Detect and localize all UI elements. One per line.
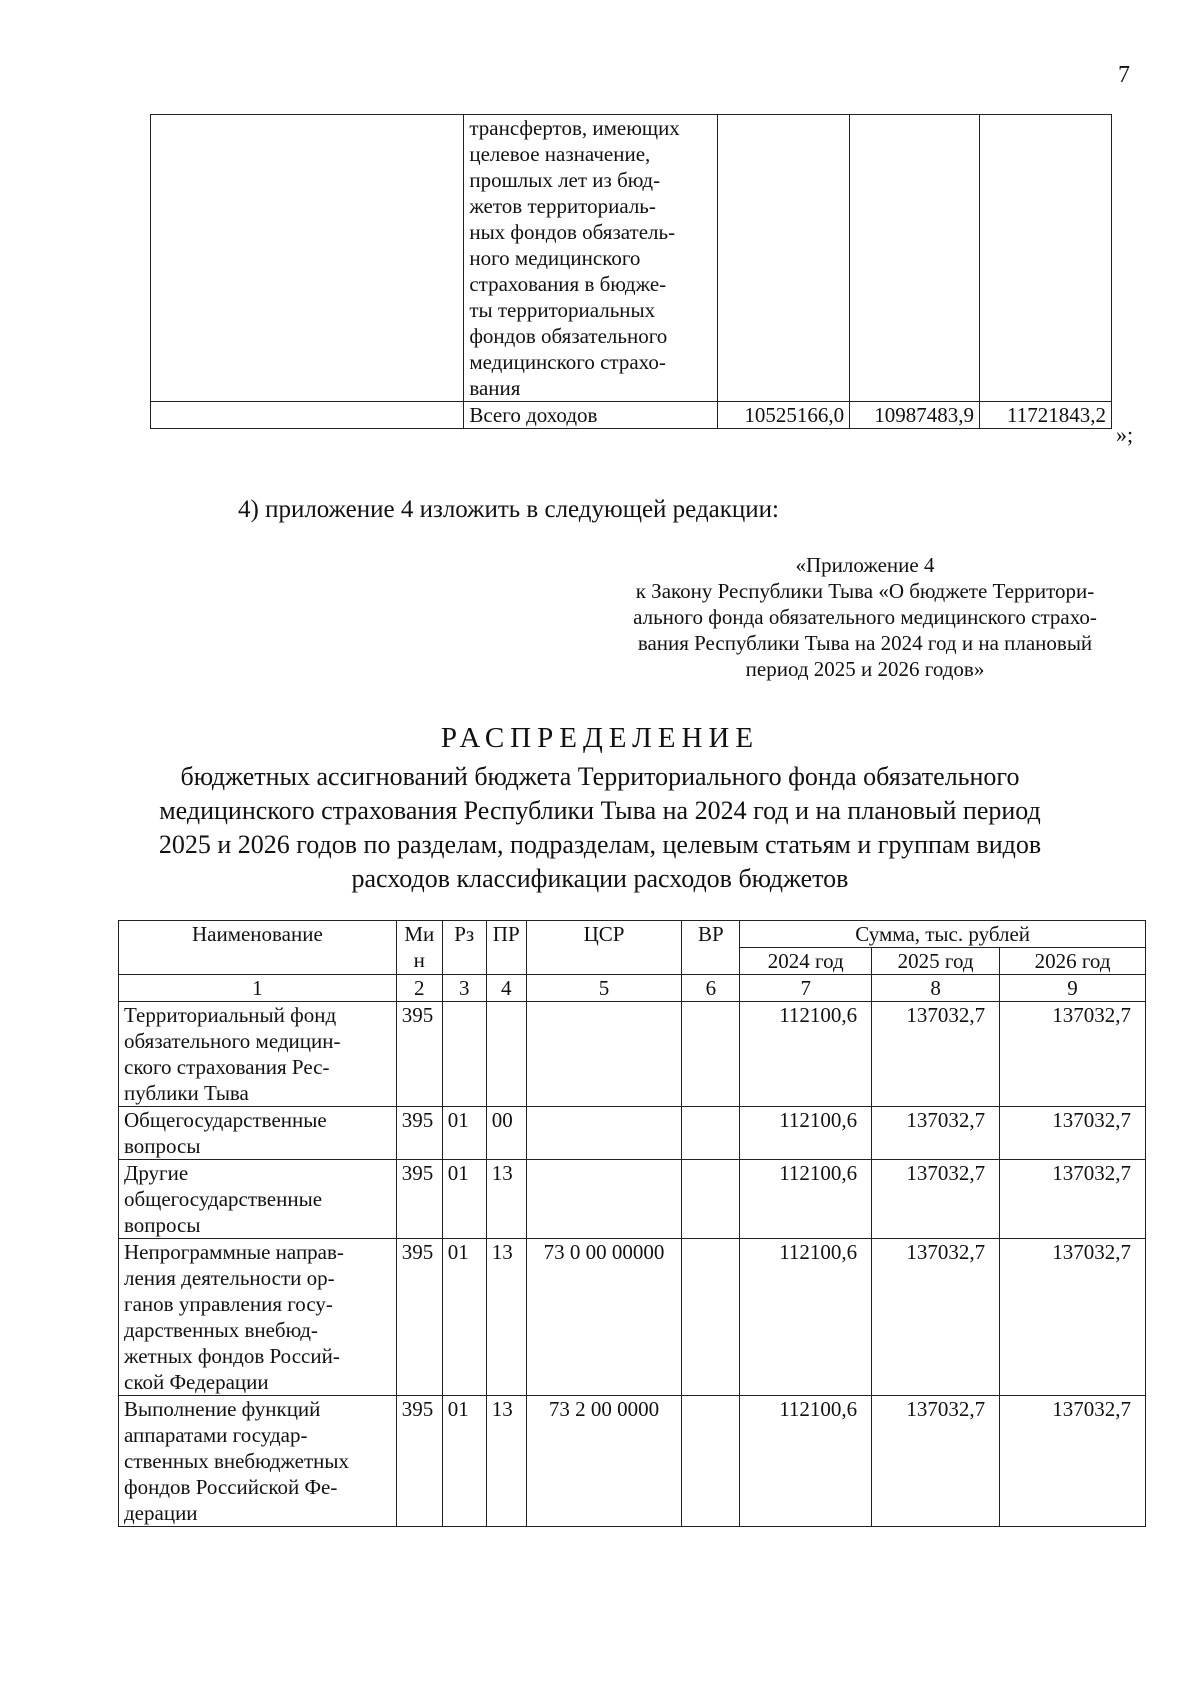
column-number: 7 [740,975,872,1002]
header-2025: 2025 год [872,948,1000,975]
appendix-header: «Приложение 4 к Закону Республики Тыва «О бюджете Территори- ального фонда обязательного медицинского страхо- вания Республики Тыва на 2024 год и на плановый период 2025 и 2026 годов» [633,553,1097,681]
column-number: 1 [119,975,397,1002]
row-2025: 137032,7 [872,1160,1000,1239]
row-rz [442,1002,486,1107]
header-row [119,921,1146,948]
page-number: 7 [1118,62,1130,88]
row-2024: 112100,6 [740,1107,872,1160]
row-2025: 137032,7 [872,1239,1000,1396]
header-min: Ми н [396,921,442,975]
total-2025: 10987483,9 [850,402,980,429]
row-vr [682,1396,740,1527]
row-pr: 00 [486,1107,526,1160]
row-name: Выполнение функций аппаратами государ- ственных внебюджетных фондов Российской Фе- дерации [119,1396,397,1527]
table-cell [718,115,850,402]
income-table-continuation [150,114,1112,429]
row-csr: 73 2 00 0000 [526,1396,682,1527]
row-2026: 137032,7 [1000,1107,1146,1160]
total-label: Всего доходов [464,402,718,429]
header-name: Наименование [119,921,397,975]
header-sum: Сумма, тыс. рублей [740,921,1146,948]
total-2024: 10525166,0 [718,402,850,429]
column-number: 6 [682,975,740,1002]
row-2024: 112100,6 [740,1239,872,1396]
row-min: 395 [396,1002,442,1107]
row-2024: 112100,6 [740,1396,872,1527]
table-row [119,1160,1146,1239]
total-2026: 11721843,2 [980,402,1112,429]
table-row [151,115,1112,402]
row-pr: 13 [486,1160,526,1239]
row-name: Другие общегосударственные вопросы [119,1160,397,1239]
row-vr [682,1002,740,1107]
column-number: 3 [442,975,486,1002]
distribution-table [118,920,1146,1527]
row-rz: 01 [442,1107,486,1160]
row-rz: 01 [442,1160,486,1239]
column-number: 4 [486,975,526,1002]
total-row [151,402,1112,429]
row-rz: 01 [442,1396,486,1527]
row-pr: 13 [486,1396,526,1527]
table-row [119,1107,1146,1160]
table-row [119,1396,1146,1527]
column-number: 9 [1000,975,1146,1002]
table-cell [151,115,464,402]
document-subheading: бюджетных ассигнований бюджета Территориального фонда обязательного медицинского страхования Республики Тыва на 2024 год и на плановый период 2025 и 2026 годов по разделам, подразделам, целевым статьям и группам видов расходов классификации расходов бюджетов [158,762,1042,893]
closing-quote: »; [1116,422,1134,447]
header-pr: ПР [486,921,526,975]
header-csr: ЦСР [526,921,682,975]
row-2026: 137032,7 [1000,1239,1146,1396]
column-number: 2 [396,975,442,1002]
continuation-text: трансфертов, имеющих целевое назначение, прошлых лет из бюд- жетов территориаль- ных фондов обязатель- ного медицинского страхования в бюдже- ты территориальных фондов обязательного медицинского страхо- вания [464,115,718,402]
row-min: 395 [396,1239,442,1396]
row-min: 395 [396,1107,442,1160]
document-heading: РАСПРЕДЕЛЕНИЕ [440,722,760,754]
row-vr [682,1239,740,1396]
row-csr [526,1002,682,1107]
row-2024: 112100,6 [740,1160,872,1239]
table-cell [980,115,1112,402]
table-row [119,1002,1146,1107]
row-csr [526,1160,682,1239]
table-cell [850,115,980,402]
column-number: 8 [872,975,1000,1002]
column-number-row [119,975,1146,1002]
row-2026: 137032,7 [1000,1396,1146,1527]
row-2026: 137032,7 [1000,1002,1146,1107]
row-pr [486,1002,526,1107]
row-2026: 137032,7 [1000,1160,1146,1239]
row-name: Территориальный фонд обязательного медицин- ского страхования Рес- публики Тыва [119,1002,397,1107]
table-cell [151,402,464,429]
row-min: 395 [396,1160,442,1239]
header-rz: Рз [442,921,486,975]
row-csr [526,1107,682,1160]
row-rz: 01 [442,1239,486,1396]
row-csr: 73 0 00 00000 [526,1239,682,1396]
row-vr [682,1160,740,1239]
column-number: 5 [526,975,682,1002]
row-name: Непрограммные направ- ления деятельности ор- ганов управления госу- дарственных внебюд- жетных фондов Россий- ской Федерации [119,1239,397,1396]
row-2025: 137032,7 [872,1107,1000,1160]
row-pr: 13 [486,1239,526,1396]
header-vr: ВР [682,921,740,975]
header-2026: 2026 год [1000,948,1146,975]
row-name: Общегосударственные вопросы [119,1107,397,1160]
table-row [119,1239,1146,1396]
row-2025: 137032,7 [872,1396,1000,1527]
row-2024: 112100,6 [740,1002,872,1107]
row-min: 395 [396,1396,442,1527]
instruction-text: 4) приложение 4 изложить в следующей редакции: [238,496,779,523]
row-vr [682,1107,740,1160]
row-2025: 137032,7 [872,1002,1000,1107]
header-2024: 2024 год [740,948,872,975]
